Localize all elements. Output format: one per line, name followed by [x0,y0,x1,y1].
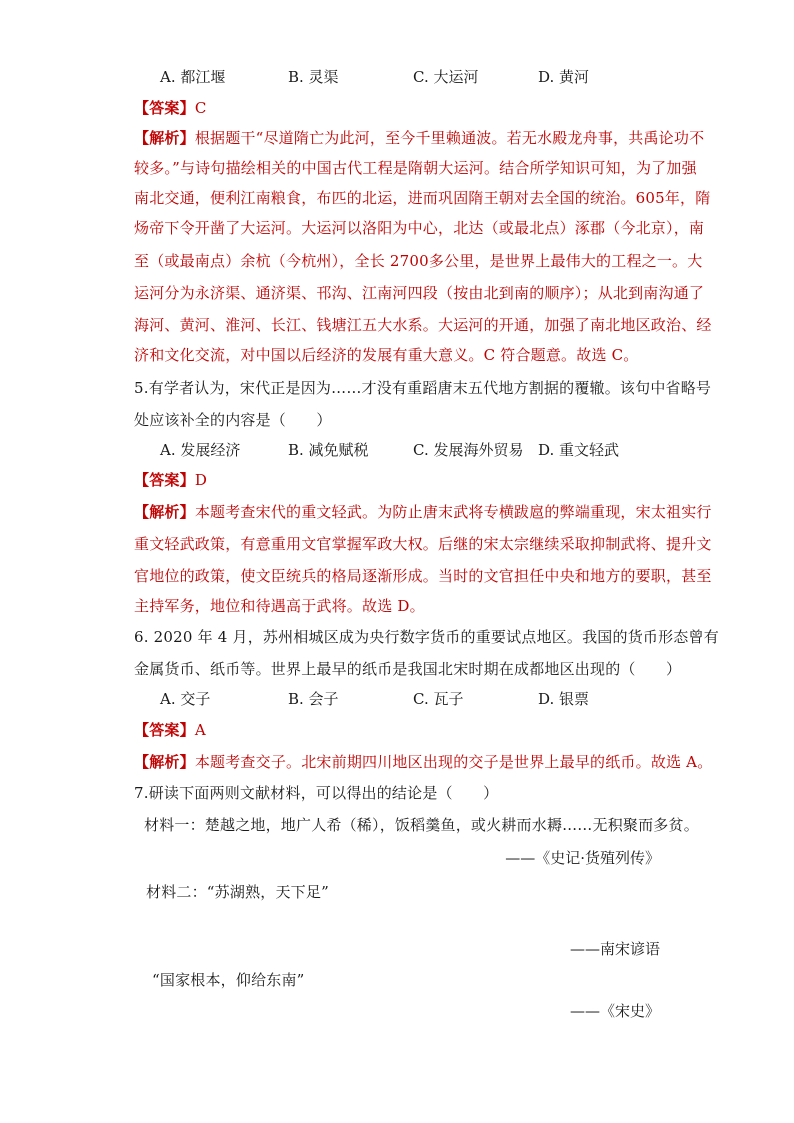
q5-option-b: B. 减免赋税 [288,441,369,459]
analysis-tag: 【解析】 [134,503,195,521]
q4-analysis-line: 济和文化交流，对中国以后经济的发展有重大意义。C 符合题意。故选 C。 [134,346,639,364]
q7-stem: 7.研读下面两则文献材料，可以得出的结论是（ ） [134,784,499,802]
q5-stem-line: 处应该补全的内容是（ ） [134,411,332,429]
answer-value: C [194,99,207,117]
q4-option-c: C. 大运河 [413,68,479,86]
q7-source-2: ——南宋谚语 [569,940,660,958]
q4-analysis-line: 海河、黄河、淮河、长江、钱塘江五大水系。大运河的开通，加强了南北地区政治、经 [134,316,712,334]
q4-analysis-line [134,128,704,148]
q4-analysis-line: 南北交通，便利江南粮食，布匹的北运，进而巩固隋王朝对去全国的统治。605年，隋 [134,189,711,207]
analysis-text: 本题考查交子。北宋前期四川地区出现的交子是世界上最早的纸币。故选 A。 [194,753,713,771]
q7-material-2: 材料二：“苏湖熟，天下足” [146,883,329,901]
q4-option-b: B. 灵渠 [288,68,339,86]
q6-analysis-line [134,752,712,772]
q6-answer [134,720,206,740]
q4-analysis-line: 较多。”与诗句描绘相关的中国古代工程是隋朝大运河。结合所学知识可知，为了加强 [134,159,697,177]
answer-tag: 【答案】 [134,99,195,117]
q6-stem-line: 金属货币、纸币等。世界上最早的纸币是我国北宋时期在成都地区出现的（ ） [134,660,682,678]
q6-option-c: C. 瓦子 [413,690,464,708]
q7-material-3: “国家根本，仰给东南” [152,971,305,989]
q6-stem-line: 6. 2020 年 4 月，苏州相城区成为央行数字货币的重要试点地区。我国的货币形态曾有 [134,628,719,646]
q5-analysis-line: 重文轻武政策，有意重用文官掌握军政大权。后继的宋太宗继续采取抑制武将、提升文 [134,535,712,553]
q5-analysis-line: 主持军务，地位和待遇高于武将。故选 D。 [134,597,425,615]
answer-value: D [194,471,208,489]
q5-stem-line: 5.有学者认为，宋代正是因为……才没有重蹈唐末五代地方割据的覆辙。该句中省略号 [134,379,712,397]
analysis-text: 本题考查宋代的重文轻武。为防止唐末武将专横跋扈的弊端重现，宋太祖实行 [194,503,712,521]
q5-option-a: A. 发展经济 [160,441,241,459]
q5-answer [134,470,207,490]
answer-value: A [194,721,206,739]
q4-option-d: D. 黄河 [538,68,590,86]
q6-option-a: A. 交子 [160,690,211,708]
q4-analysis-line: 炀帝下令开凿了大运河。大运河以洛阳为中心，北达（或最北点）涿郡（今北京），南 [134,219,705,237]
q4-analysis-line: 运河分为永济渠、通济渠、邗沟、江南河四段（按由北到南的顺序）；从北到南沟通了 [134,284,705,302]
q4-analysis-line: 至（或最南点）余杭（今杭州），全长 2700多公里，是世界上最伟大的工程之一。大 [134,252,703,270]
q7-material-1: 材料一：楚越之地，地广人希（稀），饭稻羹鱼，或火耕而水耨……无积聚而多贫。 [144,816,699,834]
answer-tag: 【答案】 [134,471,195,489]
q4-option-a: A. 都江堰 [160,68,226,86]
q7-source-3: ——《宋史》 [569,1002,660,1020]
analysis-text: 根据题干“尽道隋亡为此河，至今千里赖通波。若无水殿龙舟事，共禹论功不 [194,129,705,147]
q4-answer [134,98,207,118]
analysis-tag: 【解析】 [134,129,195,147]
answer-tag: 【答案】 [134,721,195,739]
q5-option-d: D. 重文轻武 [538,441,620,459]
analysis-tag: 【解析】 [134,753,195,771]
q5-analysis-line [134,502,712,522]
q5-option-c: C. 发展海外贸易 [413,441,524,459]
q6-option-d: D. 银票 [538,690,590,708]
q6-option-b: B. 会子 [288,690,339,708]
q5-analysis-line: 官地位的政策，使文臣统兵的格局逐渐形成。当时的文官担任中央和地方的要职，甚至 [134,567,712,585]
q7-source-1: ——《史记·货殖列传》 [505,849,660,867]
